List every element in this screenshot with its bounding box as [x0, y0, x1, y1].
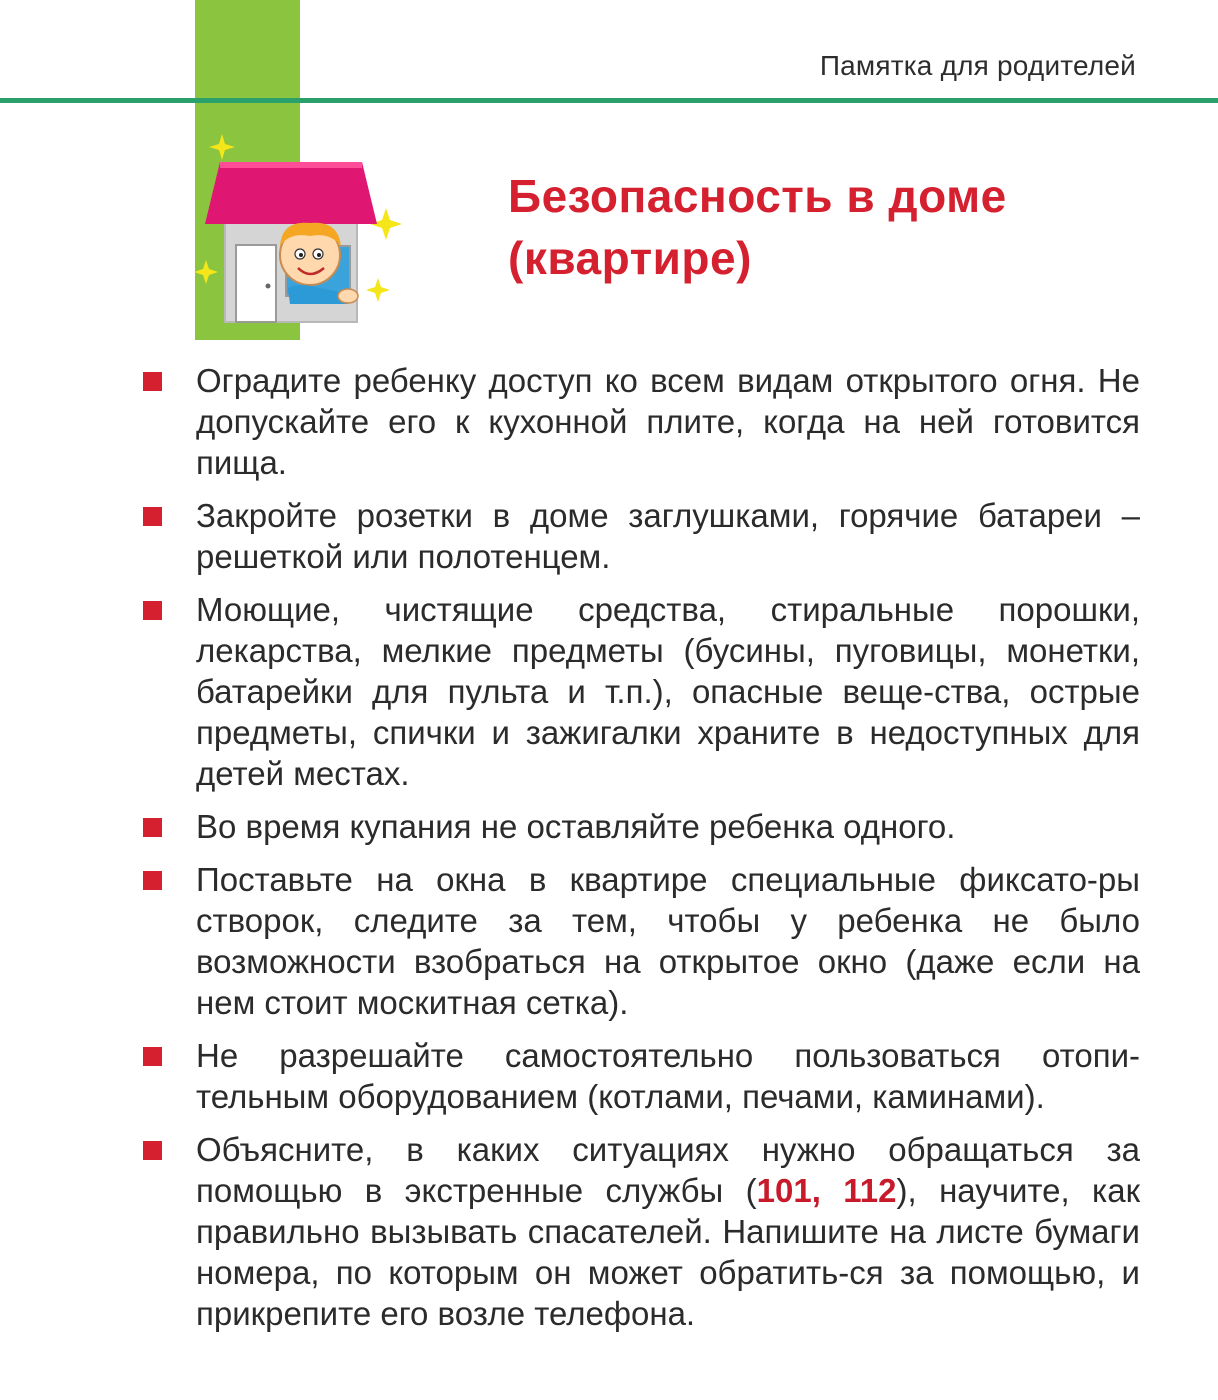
tip-text-after: ), научите, как правильно вызывать спасателей. Напишите на листе бумаги номера, по которым он может обратить-ся за помощью, и прикрепите его возле телефона.: [196, 1172, 1141, 1332]
list-item: [140, 859, 1140, 1023]
bullet-square-icon: [143, 818, 162, 837]
tip-text: Не разрешайте самостоятельно пользоваться отопи-тельным оборудованием (котлами, печами, каминами).: [196, 1037, 1140, 1115]
header-divider: [0, 98, 1218, 103]
list-item: [140, 1035, 1140, 1117]
safety-tips-list: [140, 360, 1140, 1346]
house-with-child-icon: [170, 120, 430, 335]
bullet-square-icon: [143, 871, 162, 890]
bullet-square-icon: [143, 1047, 162, 1066]
tip-text: Закройте розетки в доме заглушками, горячие батареи – решеткой или полотенцем.: [196, 497, 1140, 575]
bullet-square-icon: [143, 1141, 162, 1160]
tip-text: Во время купания не оставляйте ребенка одного.: [196, 808, 956, 845]
bullet-square-icon: [143, 507, 162, 526]
tip-text: Моющие, чистящие средства, стиральные порошки, лекарства, мелкие предметы (бусины, пуговицы, монетки, батарейки для пульта и т.п.), опасные веще-ства, острые предметы, спички и зажигалки храните в недоступных для детей местах.: [196, 591, 1140, 792]
title-line-1: Безопасность в доме: [508, 170, 1007, 222]
list-item: [140, 360, 1140, 483]
list-item: [140, 589, 1140, 794]
page-title: [508, 165, 1128, 289]
list-item: [140, 495, 1140, 577]
title-line-2: (квартире): [508, 232, 752, 284]
bullet-square-icon: [143, 372, 162, 391]
emergency-numbers: 101, 112: [756, 1172, 897, 1209]
tip-text-before: Объясните, в каких ситуациях нужно обращаться за помощью в экстренные службы (: [196, 1131, 1140, 1209]
list-item: [140, 1129, 1140, 1334]
tip-text: Оградите ребенку доступ ко всем видам открытого огня. Не допускайте его к кухонной плите, когда на ней готовится пища.: [196, 362, 1140, 481]
tip-text: Поставьте на окна в квартире специальные фиксато-ры створок, следите за тем, чтобы у ребенка не было возможности взобраться на открытое окно (даже если на нем стоит москитная сетка).: [196, 861, 1140, 1021]
bullet-square-icon: [143, 601, 162, 620]
header-note: Памятка для родителей: [819, 50, 1136, 81]
list-item: [140, 806, 1140, 847]
